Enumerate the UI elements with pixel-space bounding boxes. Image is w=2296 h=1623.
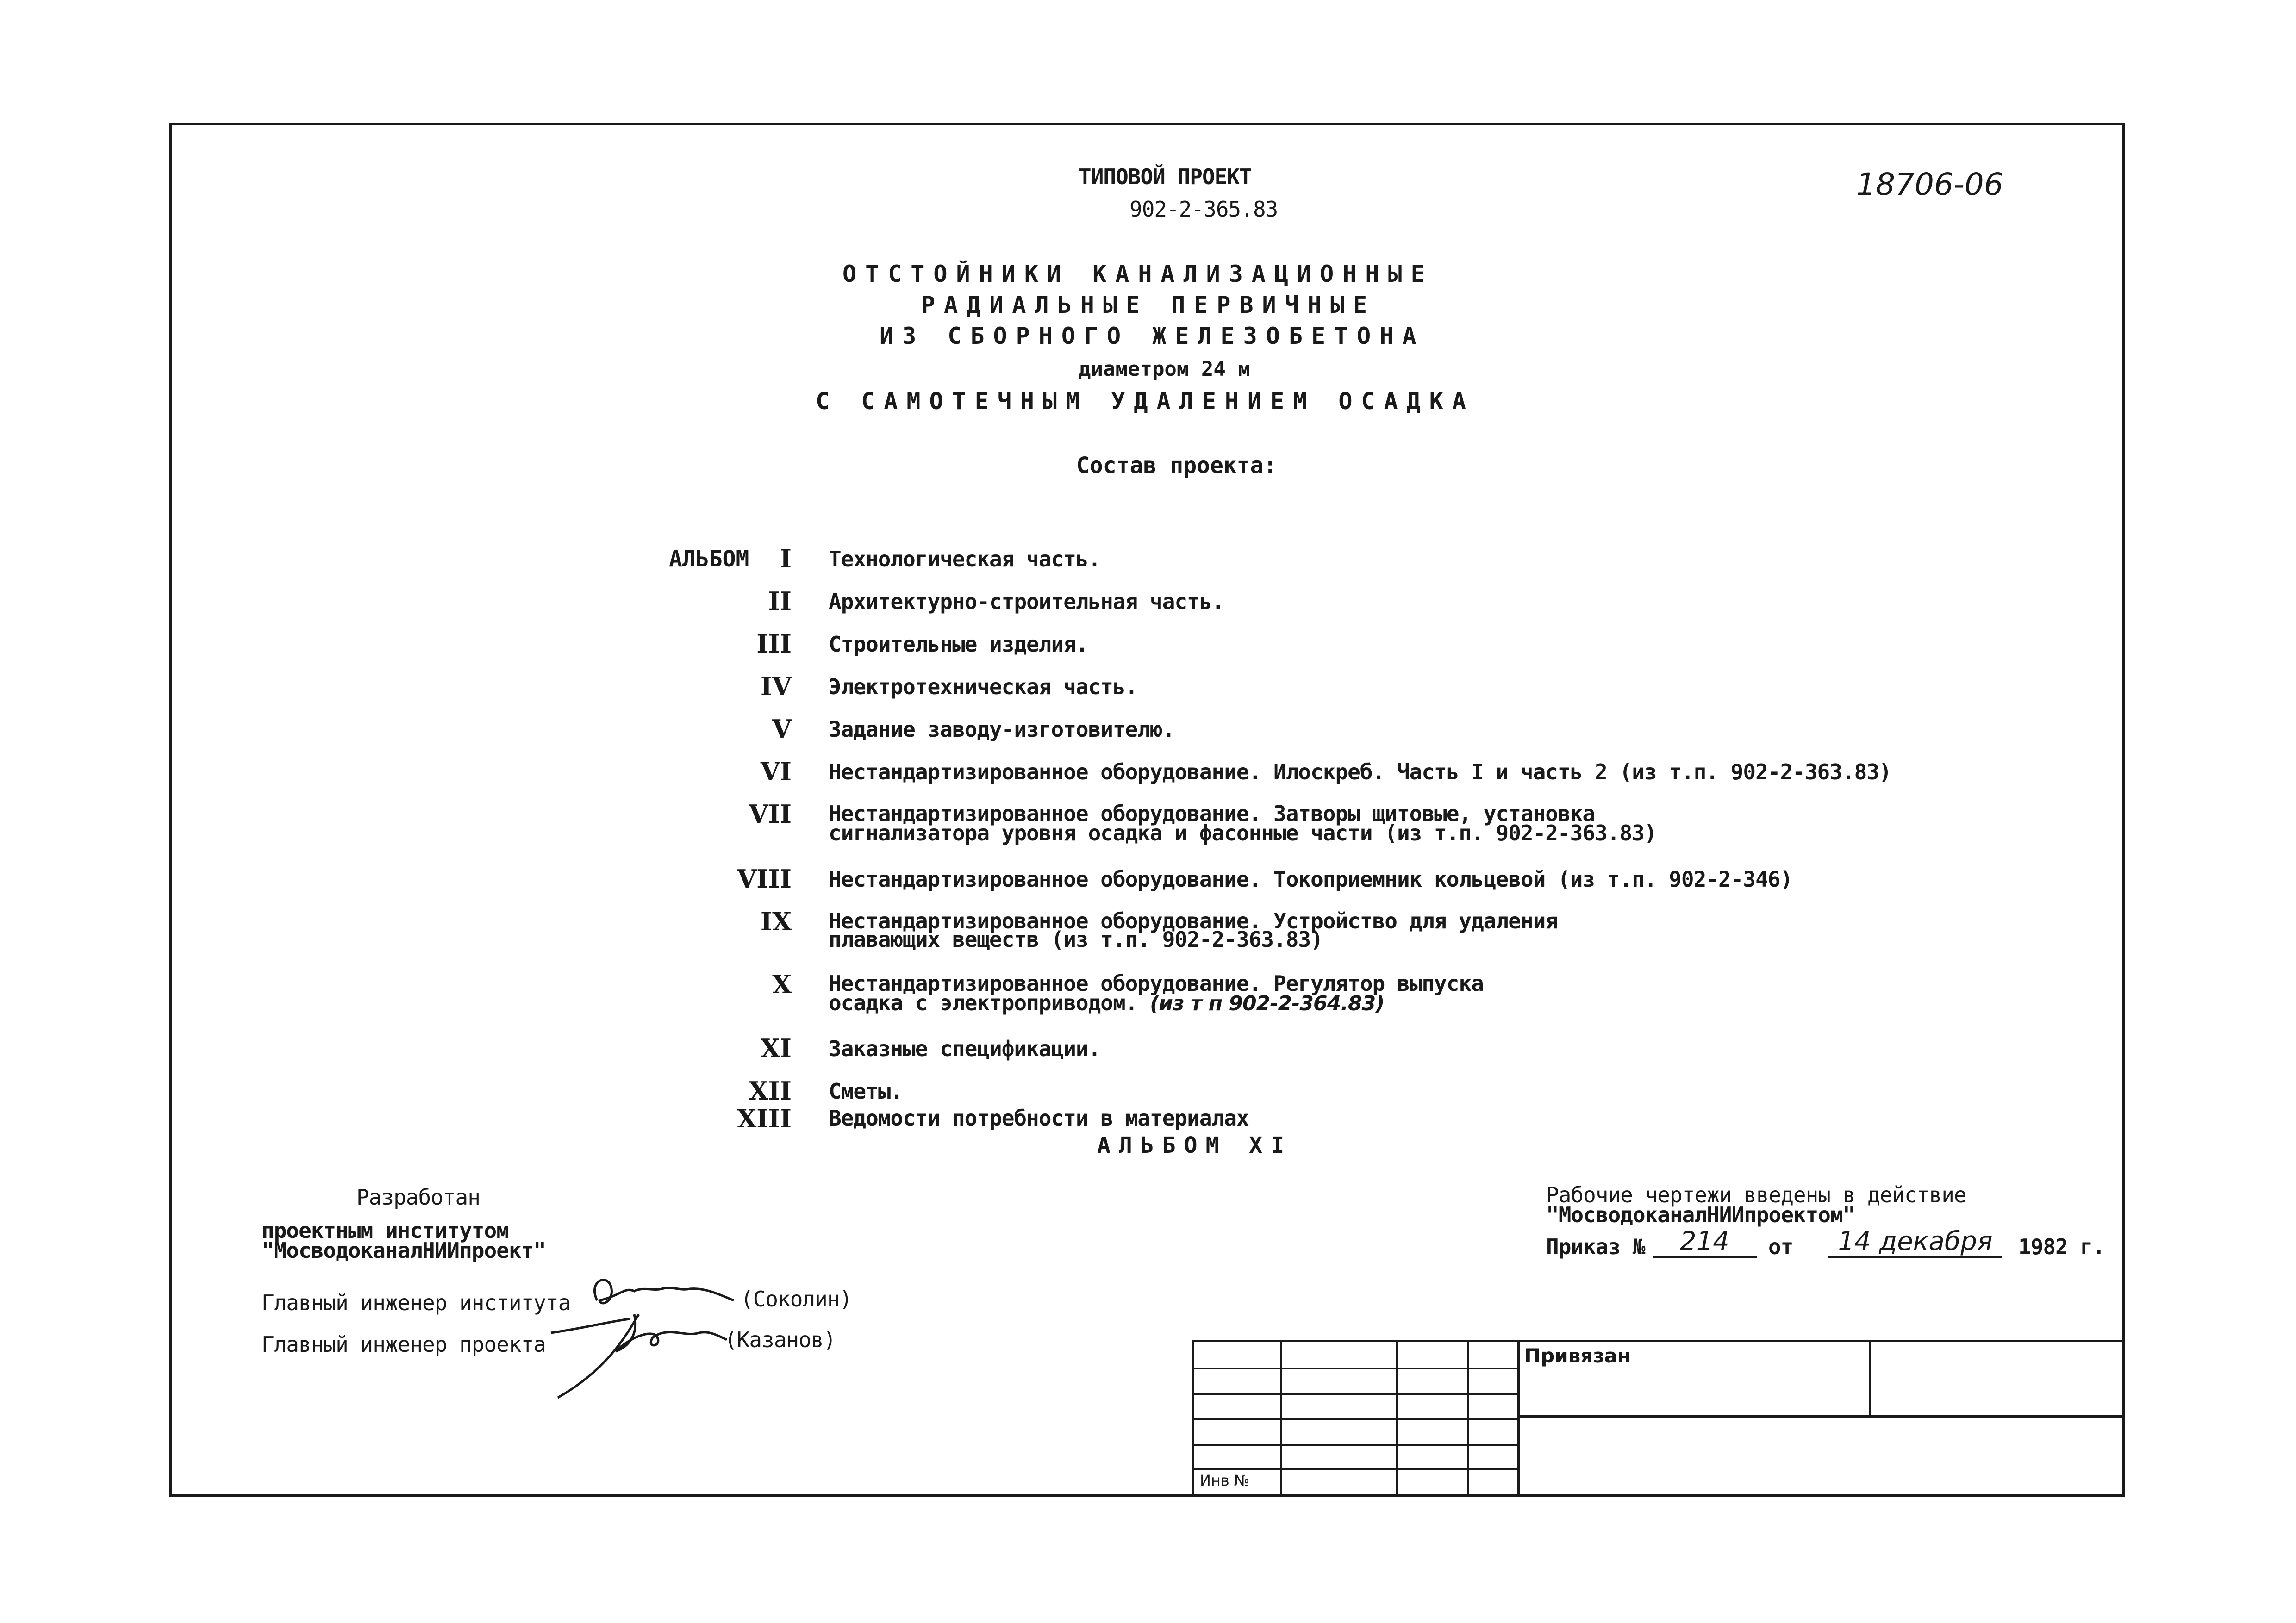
stamp-row-line — [1192, 1393, 1518, 1395]
album-title-text: осадка с электроприводом. — [829, 990, 1138, 1015]
stamp-row-line — [1192, 1418, 1518, 1420]
order-label: Приказ № — [1546, 1234, 1645, 1259]
album-num: IV — [760, 672, 792, 701]
album-num: XII — [749, 1076, 792, 1106]
album-title: Строительные изделия. — [829, 632, 1088, 657]
developer-label: Разработан — [356, 1185, 480, 1210]
album-title-continued — [829, 991, 1384, 1015]
composition-label: Состав проекта: — [1076, 453, 1277, 479]
approval-line-1: Рабочие чертежи введены в действие — [1546, 1182, 1966, 1207]
order-number: 214 — [1653, 1226, 1757, 1258]
document-number: 18706-06 — [1856, 167, 2003, 202]
order-date: 14 декабря — [1828, 1226, 2002, 1258]
album-num: VIII — [737, 864, 792, 894]
album-title: Нестандартизированное оборудование. Илоскреб. Часть I и часть 2 (из т.п. 902-2-363.83) — [829, 759, 1891, 784]
stamp-row-line — [1192, 1444, 1518, 1446]
stamp-row-line — [1192, 1368, 1518, 1369]
project-type-label: ТИПОВОЙ ПРОЕКТ — [1079, 164, 1252, 189]
title-line-1: ОТСТОЙНИКИ КАНАЛИЗАЦИОННЫЕ — [842, 261, 1434, 287]
album-title-continued: сигнализатора уровня осадка и фасонные части (из т.п. 902-2-363.83) — [829, 821, 1657, 846]
project-code: 902-2-365.83 — [1129, 197, 1278, 222]
album-num: V — [772, 714, 792, 744]
album-title: Задание заводу-изготовителю. — [829, 717, 1175, 742]
album-title: Заказные спецификации. — [829, 1036, 1101, 1061]
stamp-bound-label: Привязан — [1524, 1344, 1631, 1367]
album-num: XIII — [737, 1104, 792, 1133]
album-title: Нестандартизированное оборудование. Затворы щитовые, установка — [829, 801, 1595, 826]
album-title: Нестандартизированное оборудование. Токоприемник кольцевой (из т.п. 902-2-346) — [829, 867, 1793, 892]
title-line-2: РАДИАЛЬНЫЕ ПЕРВИЧНЫЕ — [921, 292, 1376, 318]
chief-engineer-name: (Соколин) — [741, 1287, 852, 1312]
approval-line-2: "МосводоканалНИИпроектом" — [1546, 1202, 1855, 1227]
stamp-inventory-label: Инв № — [1200, 1472, 1250, 1489]
album-num: XI — [760, 1033, 792, 1063]
album-title: Технологическая часть. — [829, 547, 1101, 572]
title-line-5: С САМОТЕЧНЫМ УДАЛЕНИЕМ ОСАДКА — [816, 388, 1475, 415]
album-title: Нестандартизированное оборудование. Устройство для удаления — [829, 908, 1558, 933]
title-line-4: диаметром 24 м — [1079, 357, 1250, 381]
project-engineer-signature — [546, 1305, 731, 1407]
stamp-top-border — [1192, 1340, 2125, 1342]
developer-org-line-2: "МосводоканалНИИпроект" — [262, 1238, 546, 1263]
chief-engineer-label: Главный инженер института — [262, 1290, 571, 1315]
stamp-row-line — [1192, 1468, 1518, 1470]
album-title-continued: плавающих веществ (из т.п. 902-2-363.83) — [829, 927, 1323, 952]
album-footer: АЛЬБОМ XI — [1097, 1132, 1293, 1158]
album-prefix: АЛЬБОМ — [669, 546, 749, 572]
album-title: Нестандартизированное оборудование. Регулятор выпуска — [829, 971, 1484, 996]
stamp-row-line — [1517, 1415, 2125, 1418]
album-num: VII — [749, 799, 792, 829]
album-title: Электротехническая часть. — [829, 674, 1138, 699]
title-line-3: ИЗ СБОРНОГО ЖЕЛЕЗОБЕТОНА — [880, 323, 1425, 349]
album-num: X — [772, 970, 792, 999]
album-title: Архитектурно-строительная часть. — [829, 589, 1224, 614]
project-engineer-name: (Казанов) — [724, 1327, 836, 1352]
album-num: VI — [760, 757, 792, 786]
order-year: 1982 г. — [2018, 1234, 2105, 1259]
project-engineer-label: Главный инженер проекта — [262, 1332, 546, 1357]
handwritten-source-note: (из т п 902-2-364.83) — [1150, 992, 1385, 1015]
stamp-divider — [1869, 1340, 1871, 1416]
developer-org-line-1: проектным институтом — [262, 1218, 509, 1243]
album-num: IX — [760, 907, 792, 936]
album-title: Ведомости потребности в материалах — [829, 1106, 1249, 1131]
album-num: III — [756, 629, 792, 659]
album-title: Сметы. — [829, 1079, 903, 1104]
order-from-label: от — [1768, 1234, 1793, 1259]
album-num: II — [768, 586, 792, 616]
album-num: I — [780, 544, 792, 573]
